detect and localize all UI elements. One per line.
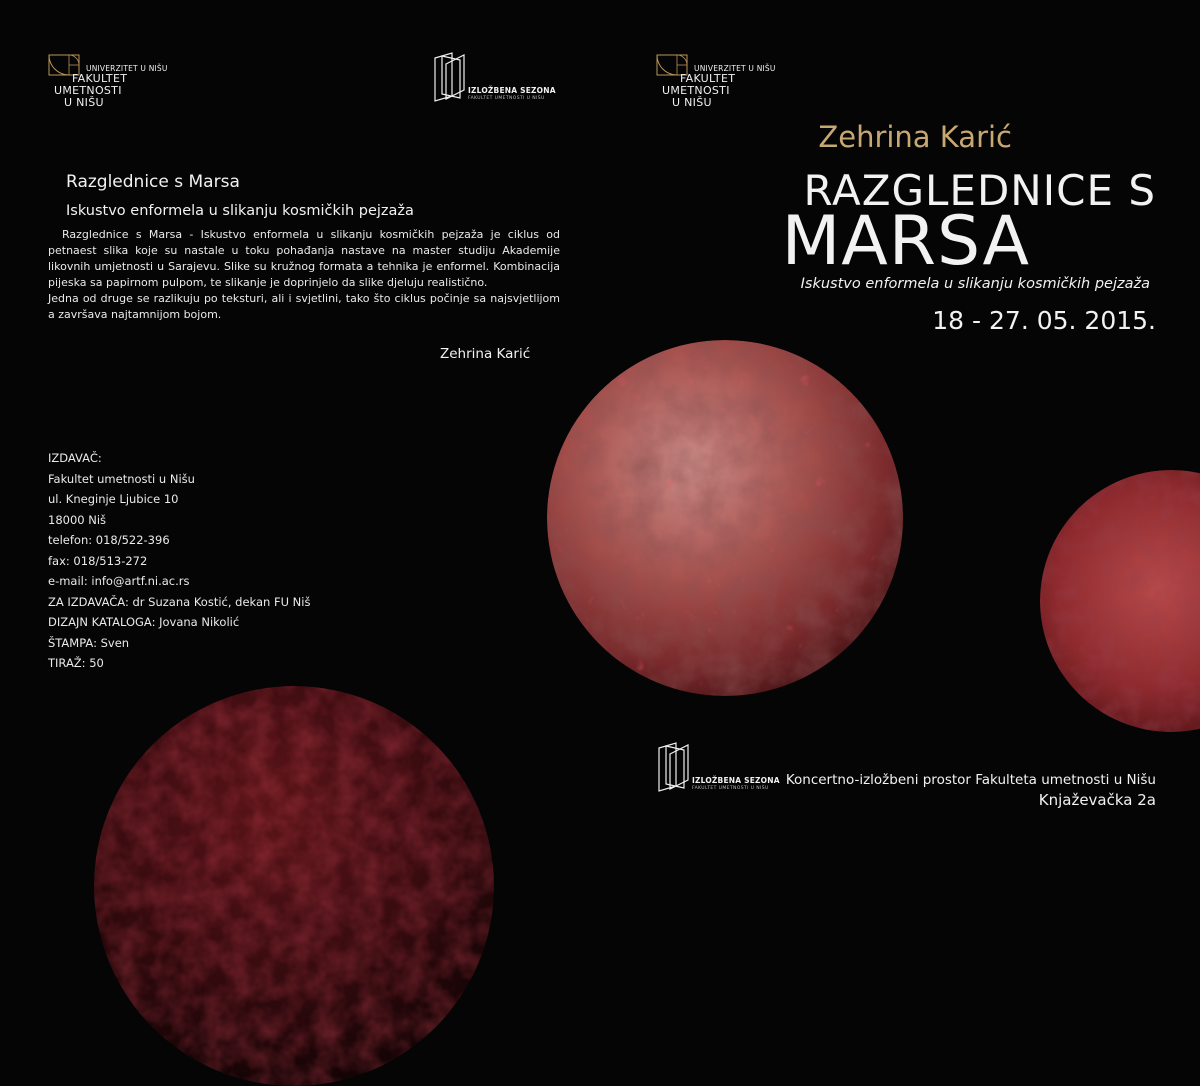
logo-line-umetnosti: UMETNOSTI (662, 84, 730, 97)
imprint-line: Fakultet umetnosti u Nišu (48, 471, 195, 486)
logo-faculty-name (54, 73, 127, 109)
imprint-line: TIRAŽ: 50 (48, 656, 104, 670)
logo-line-umetnosti: UMETNOSTI (54, 84, 122, 97)
sezona-subtitle: FAKULTET UMETNOSTI U NIŠU (692, 786, 769, 791)
planet-painting-large (547, 340, 903, 696)
imprint-line: ul. Kneginje Ljubice 10 (48, 492, 179, 506)
venue-name: Koncertno-izložbeni prostor Fakulteta umetnosti u Nišu (785, 772, 1156, 788)
author-name: Zehrina Karić (818, 120, 1012, 154)
exhibition-subtitle: Iskustvo enformela u slikanju kosmičkih pejzaža (800, 276, 1150, 292)
exhibition-dates: 18 - 27. 05. 2015. (932, 306, 1156, 335)
imprint-line: ŠTAMPA: Sven (48, 635, 130, 650)
imprint-line: ZA IZDAVAČA: dr Suzana Kostić, dekan FU Niš (48, 594, 311, 609)
left-title: Razglednice s Marsa (66, 172, 240, 192)
logo-university-line: UNIVERZITET U NIŠU (86, 64, 168, 73)
logo-faculty-name (662, 73, 735, 109)
description-paragraph-1: Razglednice s Marsa - Iskustvo enformela u slikanju kosmičkih pejzaža je ciklus od petnaest slika koje su nastale u toku pohađanja nastave na master studiju Akademije likovnih umjetnosti u Sarajevu. Slike su kružnog formata a tehnika je enformel. Kombinacija pijeska sa papirnom pulpom, te slikanje je doprinjelo da slike djeluju realistično. (48, 228, 560, 289)
planet-painting-small (1040, 470, 1200, 732)
logo-university-line: UNIVERZITET U NIŠU (694, 64, 776, 73)
venue-address: Knjaževačka 2a (1038, 791, 1156, 809)
description-paragraph-2: Jedna od druge se razlikuju po teksturi, ali i svjetlini, tako što ciklus počinje sa najsvjetlijom a završava najtamnijom bojom. (48, 292, 560, 321)
logo-line-u-nisu: U NIŠU (672, 96, 712, 109)
planet-painting-dark (94, 686, 494, 1086)
logo-line-fakultet: FAKULTET (72, 72, 128, 85)
logo-line-fakultet: FAKULTET (680, 72, 736, 85)
imprint-block (48, 448, 310, 674)
logo-line-u-nisu: U NIŠU (64, 96, 104, 109)
university-logo (48, 54, 178, 114)
exhibition-title-line1: RAZGLEDNICE S (803, 166, 1156, 215)
imprint-line: fax: 018/513-272 (48, 553, 148, 568)
sezona-name: IZLOŽBENA SEZONA (468, 86, 556, 95)
izlozbena-sezona-logo (432, 52, 556, 104)
izlozbena-sezona-logo-right (656, 742, 780, 794)
frames-icon (656, 742, 690, 792)
left-subtitle: Iskustvo enformela u slikanju kosmičkih pejzaža (66, 203, 414, 219)
description-text (48, 227, 560, 323)
author-signature: Zehrina Karić (440, 346, 531, 362)
imprint-line: IZDAVAČ: (48, 451, 102, 465)
exhibition-title-line2: MARSA (781, 202, 1030, 281)
imprint-line: 18000 Niš (48, 512, 107, 527)
sezona-subtitle: FAKULTET UMETNOSTI U NIŠU (468, 96, 545, 101)
venue-block (786, 770, 1156, 810)
university-logo-right (656, 54, 786, 114)
sezona-name: IZLOŽBENA SEZONA (692, 776, 780, 785)
imprint-line: telefon: 018/522-396 (48, 533, 170, 547)
imprint-line: DIZAJN KATALOGA: Jovana Nikolić (48, 615, 240, 629)
imprint-line: e-mail: info@artf.ni.ac.rs (48, 574, 190, 588)
frames-icon (432, 52, 466, 102)
